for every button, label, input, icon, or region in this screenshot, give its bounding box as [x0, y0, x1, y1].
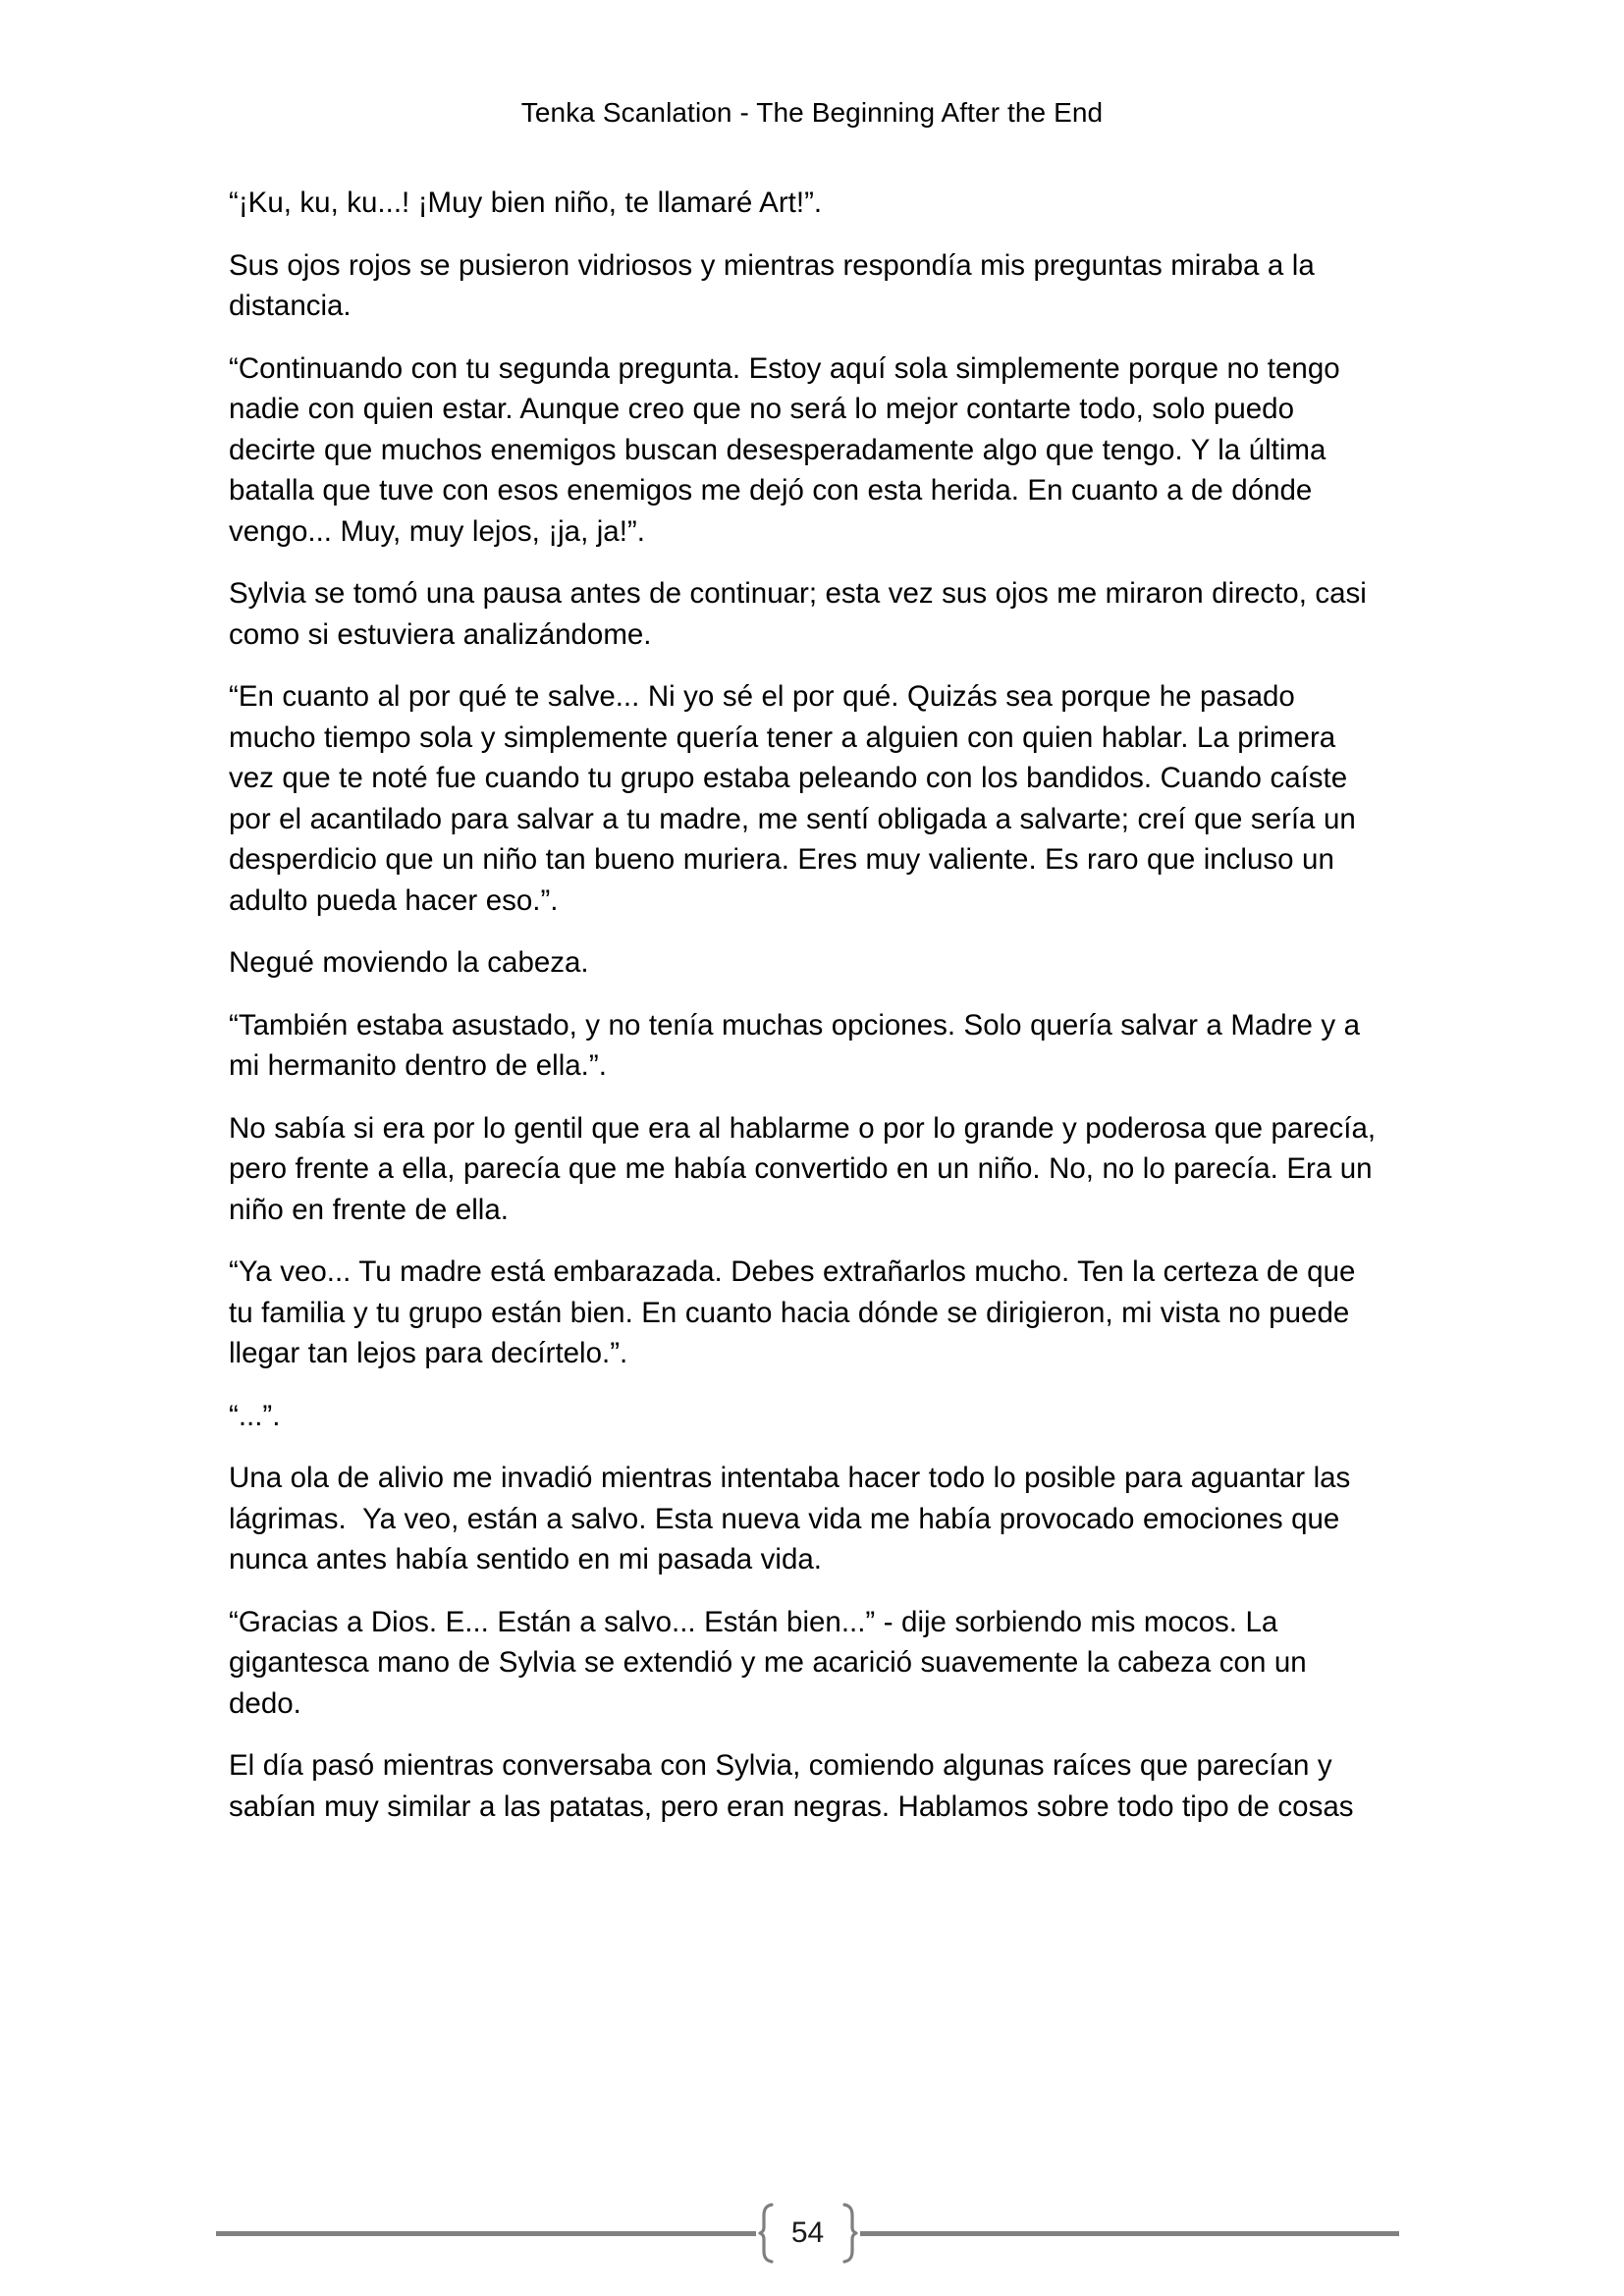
paragraph: Negué moviendo la cabeza.: [229, 946, 589, 979]
paragraph: “Gracias a Dios. E... Están a salvo... Están bien...” - dije sorbiendo mis mocos. La gigantesca mano de Sylvia se extendió y me acarició suavemente la cabeza con un dedo.: [229, 1605, 1316, 1720]
paragraph: “Ya veo... Tu madre está embarazada. Debes extrañarlos mucho. Ten la certeza de que tu familia y tu grupo están bien. En cuanto hacia dónde se dirigieron, mi vista no puede llegar tan lejos para decírtelo.”.: [229, 1255, 1364, 1369]
running-header: Tenka Scanlation - The Beginning After the End: [520, 97, 1104, 128]
paragraph: Sylvia se tomó una pausa antes de continuar; esta vez sus ojos me miraron directo, casi como si estuviera analizándome.: [229, 577, 1376, 651]
paragraph: “¡Ku, ku, ku...! ¡Muy bien niño, te llamaré Art!”.: [229, 187, 823, 219]
paragraph: “También estaba asustado, y no tenía muchas opciones. Solo quería salvar a Madre y a mi hermanito dentro de ella.”.: [229, 1008, 1369, 1082]
right-brace-icon: [841, 2203, 858, 2264]
page-footer: [0, 2189, 1624, 2277]
paragraph: “...”.: [229, 1399, 281, 1432]
footer-rule-right: [860, 2231, 1400, 2236]
footer-rule-left: [216, 2231, 756, 2236]
left-brace-icon: [758, 2203, 775, 2264]
footer-rule-group: [216, 2189, 1399, 2277]
paragraph: Sus ojos rojos se pusieron vidriosos y mientras respondía mis preguntas miraba a la distancia.: [229, 248, 1324, 322]
paragraph: “En cuanto al por qué te salve... Ni yo sé el por qué. Quizás sea porque he pasado mucho tiempo sola y simplemente quería tener a alguien con quien hablar. La primera vez que te noté fue cuando tu grupo estaba peleando con los bandidos. Cuando caíste por el acantilado para salvar a tu madre, me sentí obligada a salvarte; creí que sería un desperdicio que un niño tan bueno muriera. Eres muy valiente. Es raro que incluso un adulto pueda hacer eso.”.: [229, 680, 1365, 917]
page-number-group: [756, 2203, 860, 2264]
body-text-column: [229, 183, 1384, 1827]
paragraph: No sabía si era por lo gentil que era al hablarme o por lo grande y poderosa que parecía, pero frente a ella, parecía que me había convertido en un niño. No, no lo parecía. Era un niño en frente de ella.: [229, 1111, 1384, 1226]
paragraph: “Continuando con tu segunda pregunta. Estoy aquí sola simplemente porque no tengo nadie con quien estar. Aunque creo que no será lo mejor contarte todo, solo puedo decirte que muchos enemigos buscan desesperadamente algo que tengo. Y la última batalla que tuve con esos enemigos me dejó con esta herida. En cuanto a de dónde vengo... Muy, muy lejos, ¡ja, ja!”.: [229, 351, 1349, 548]
paragraph: El día pasó mientras conversaba con Sylvia, comiendo algunas raíces que parecían y sabían muy similar a las patatas, pero eran negras. Hablamos sobre todo tipo de cosas: [229, 1749, 1354, 1823]
page-number: 54: [790, 2216, 825, 2249]
paragraph: Una ola de alivio me invadió mientras intentaba hacer todo lo posible para aguantar las lágrimas. Ya veo, están a salvo. Esta nueva vida me había provocado emociones que nunca antes había sentido en mi pasada vida.: [229, 1462, 1359, 1575]
